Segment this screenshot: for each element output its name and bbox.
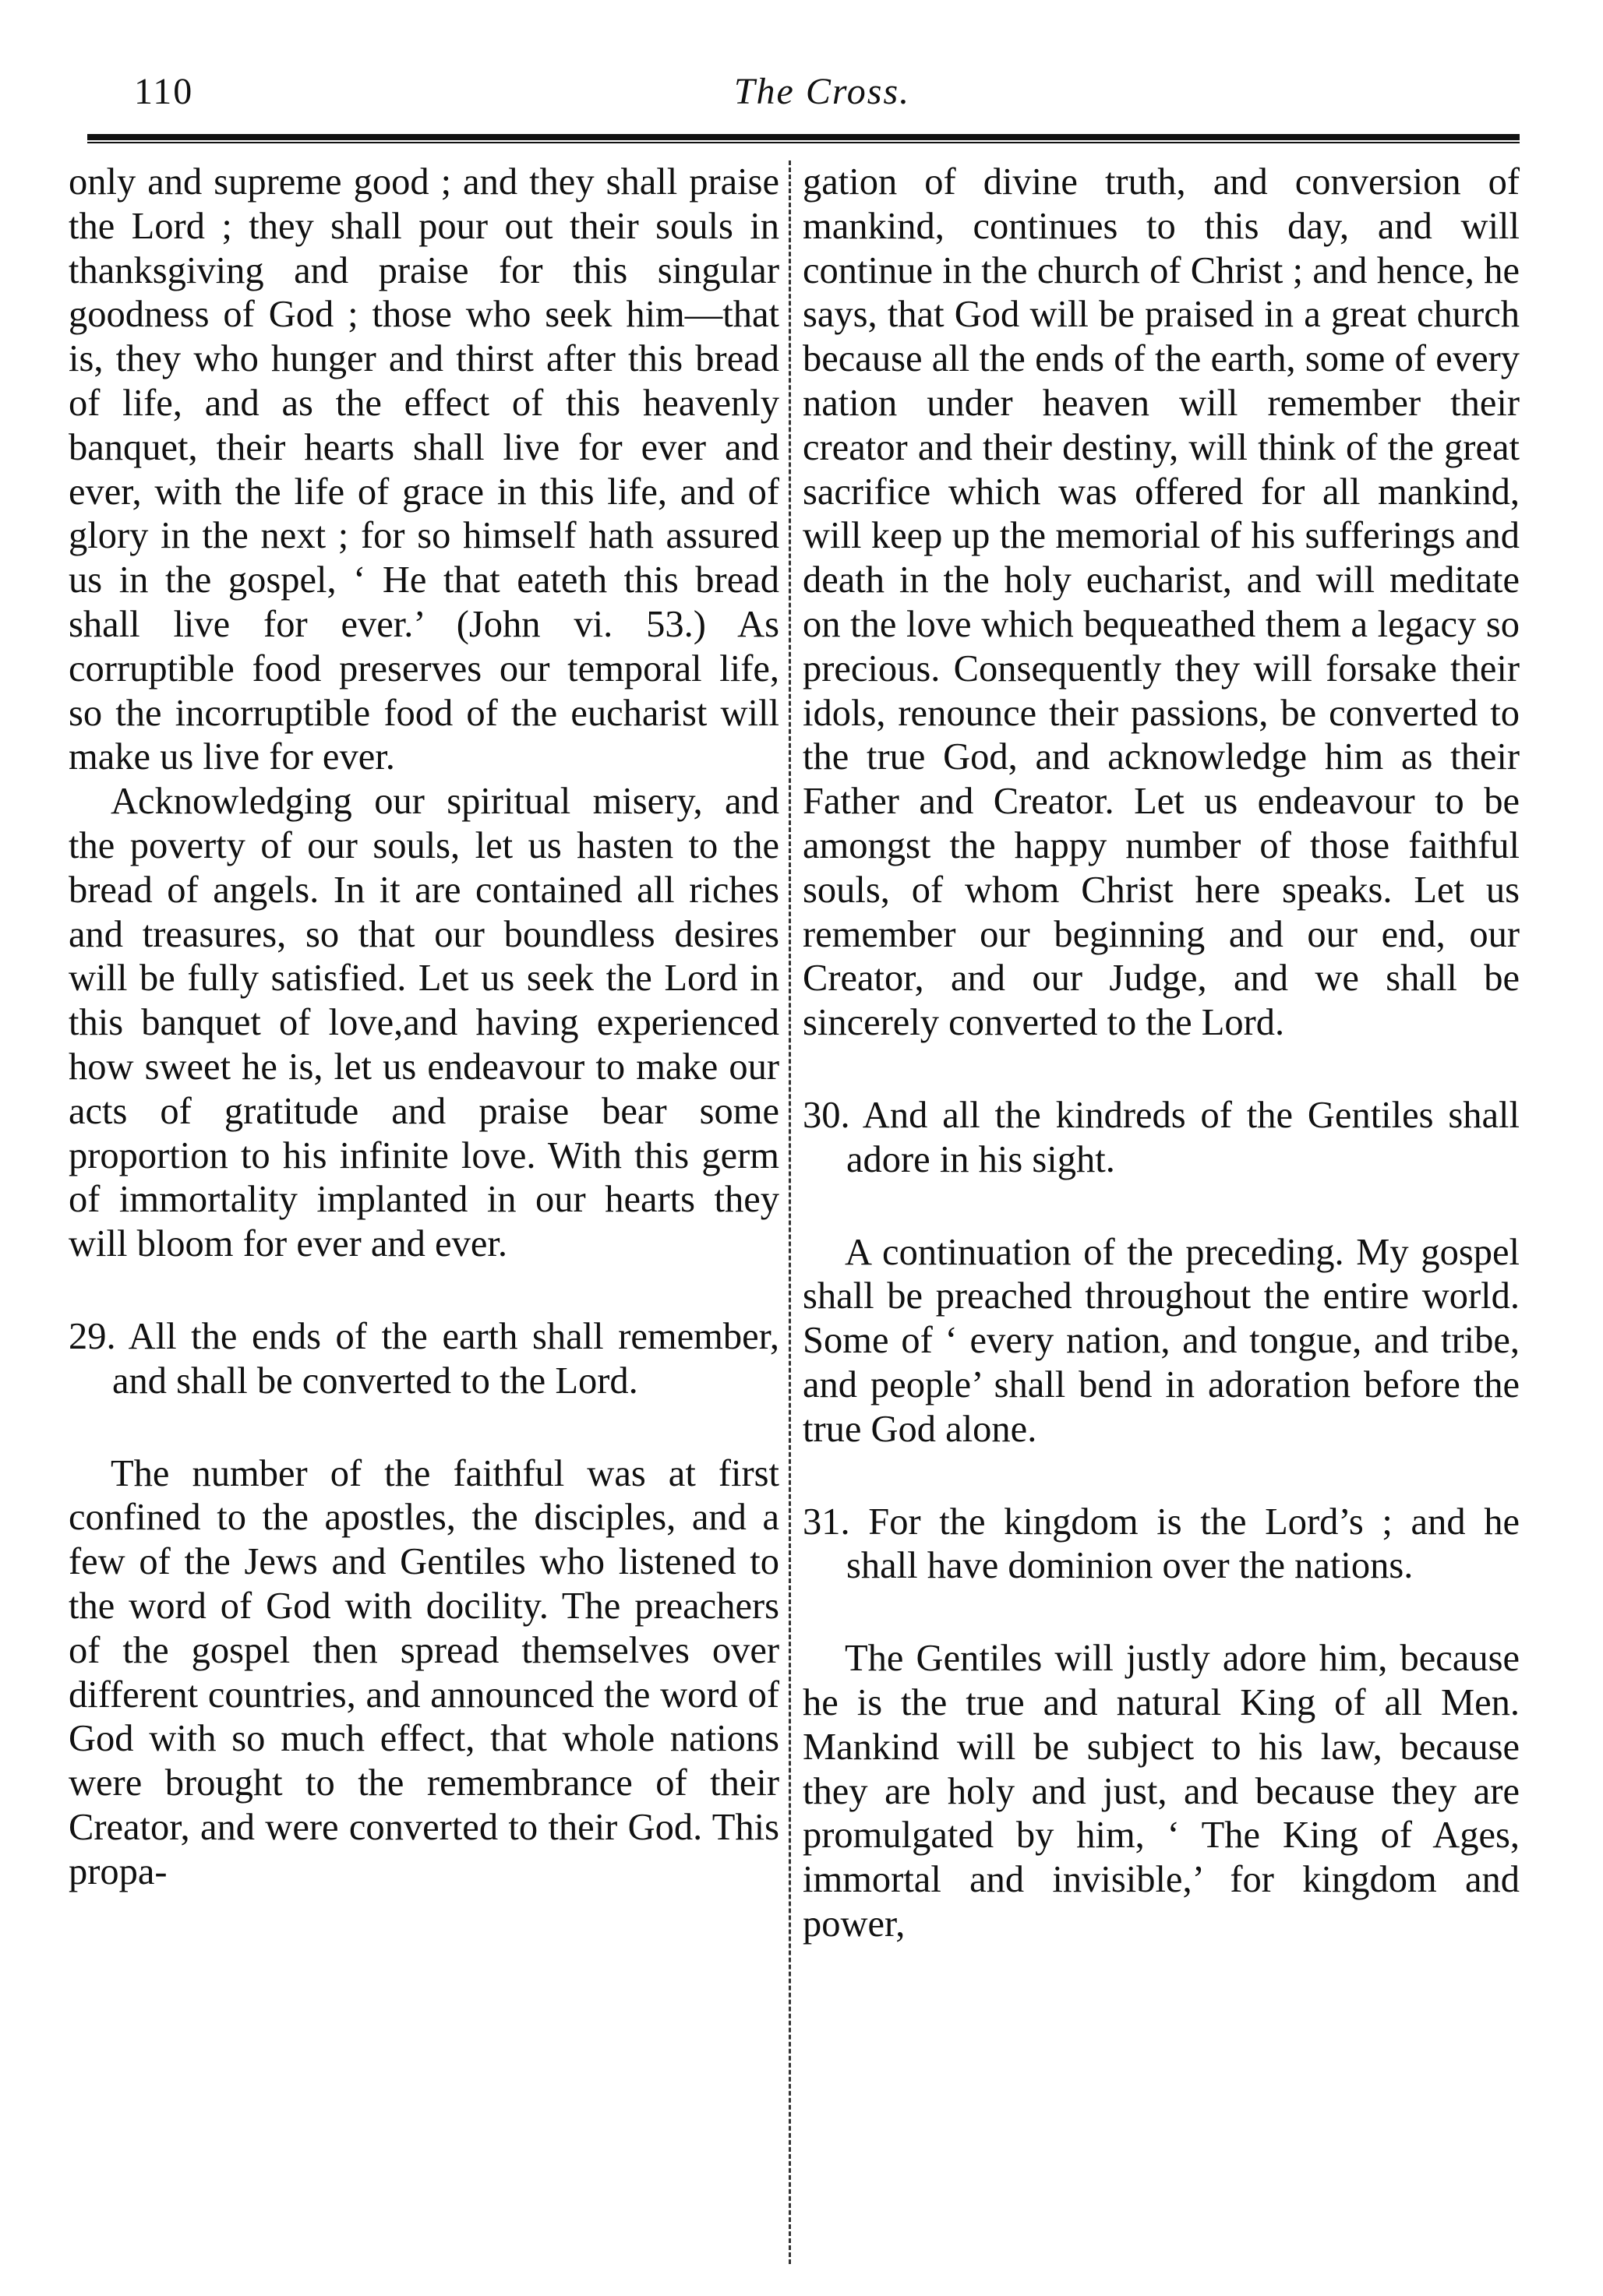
left-paragraph-1: only and supreme good ; and they shall praise the Lord ; they shall pour out their souls in thanksgiving and praise for this singular goodness of God ; those who seek him—that is, they who hunger and thirst after this bread of life, and as the effect of this heavenly banquet, their hearts shall live for ever and ever, with the life of grace in this life, and of glory in the next ; for so himself hath assured us in the gospel, ‘ He that eateth this bread shall live for ever.’ (John vi. 53.) As corruptible food preserves our temporal life, so the incorruptible food of the eucharist will make us live for ever. — [69, 161, 779, 778]
verse-30: 30. And all the kindreds of the Gentiles shall adore in his sight. — [803, 1094, 1520, 1180]
column-divider — [789, 160, 791, 2264]
right-paragraph-1: gation of divine truth, and conversion of mankind, continues to this day, and will continue in the church of Christ ; and hence, he says, that God will be praised in a great church because all the ends of the earth, some of every nation under heaven will remember their creator and their destiny, will think of the great sacrifice which was offered for all mankind, will keep up the memorial of his sufferings and death in the holy eucharist, and will meditate on the love which bequeathed them a legacy so precious. Consequently they will forsake their idols, renounce their passions, be converted to the true God, and acknowledge him as their Father and Creator. Let us endeavour to be amongst the happy number of those faithful souls, of whom Christ here speaks. Let us remember our beginning and our end, our Creator, and our Judge, and we shall be sincerely converted to the Lord. — [803, 161, 1520, 1044]
running-title: The Cross. — [733, 71, 911, 112]
left-paragraph-2: Acknowledging our spiritual misery, and the poverty of our souls, let us hasten to the bread of angels. In it are contained all riches and treasures, so that our boundless desires will be fully satisfied. Let us seek the Lord in this banquet of love,and having experienced how sweet he is, let us endeavour to make our acts of gratitude and praise bear some proportion to his infinite love. With this germ of immortality implanted in our hearts they will bloom for ever and ever. — [69, 781, 779, 1265]
right-paragraph-3: The Gentiles will justly adore him, because he is the true and natural King of all Men. Mankind will be subject to his law, because they are holy and just, and because they are promulgated by him, ‘ The King of Ages, immortal and invisible,’ for kingdom and power, — [803, 1638, 1520, 1945]
header-rule — [87, 134, 1520, 143]
verse-29: 29. All the ends of the earth shall remember, and shall be converted to the Lord. — [69, 1315, 779, 1402]
page-header — [125, 69, 1520, 123]
left-paragraph-3: The number of the faithful was at first confined to the apostles, the disciples, and a few of the Jews and Gentiles who listened to the word of God with docility. The preachers of the gospel then spread themselves over different countries, and announced the word of God with so much effect, that whole nations were brought to the remembrance of their Creator, and were converted to their God. This propa- — [69, 1452, 779, 1892]
right-column — [803, 160, 1520, 1947]
page-number: 110 — [134, 71, 194, 112]
right-paragraph-2: A continuation of the preceding. My gospel shall be preached throughout the entire world. Some of ‘ every nation, and tongue, and tribe, and people’ shall bend in adoration before the true God alone. — [803, 1231, 1520, 1450]
left-column — [69, 160, 779, 1894]
verse-31: 31. For the kingdom is the Lord’s ; and he shall have dominion over the nations. — [803, 1501, 1520, 1587]
